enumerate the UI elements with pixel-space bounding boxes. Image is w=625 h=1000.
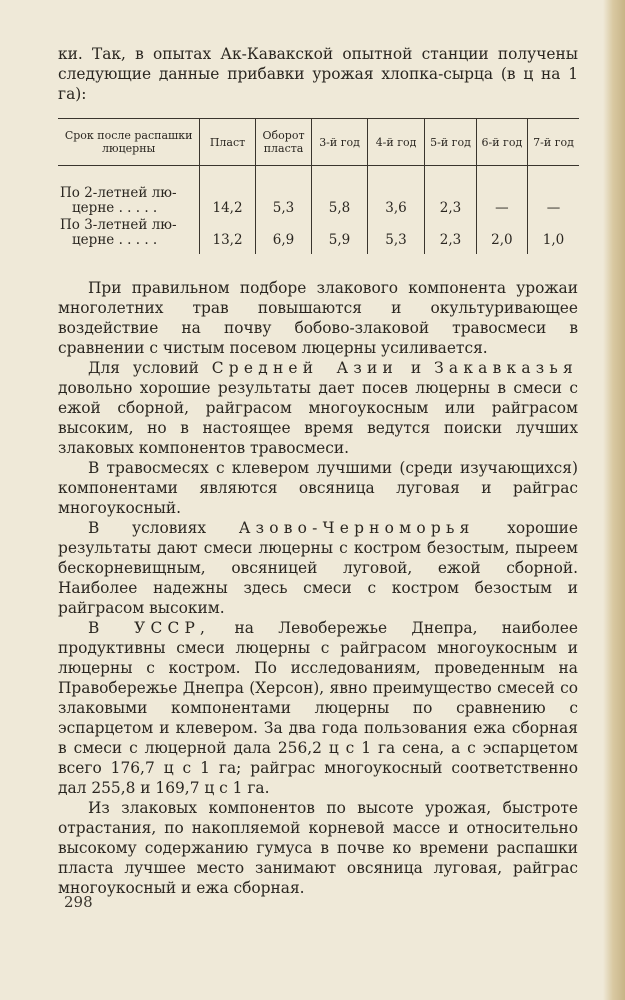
header-cell: 4-й год [367, 119, 425, 166]
paragraph: В травосмесях с клевером лучшими (среди изучающихся) компонентами являются овсяница луговая и райграс многоукосный. [58, 459, 578, 517]
header-cell: Срок после распашки люцерны [58, 119, 200, 166]
table-cell: 1,0 [542, 232, 565, 248]
paragraph: В условиях Азово-Черноморья хорошие результаты дают смеси люцерны с костром безостым, пыреем бескорневищным, овсяницей луговой, ежой сборной. Наиболее надежны здесь смеси с костром безостым и райграсом высоким. [58, 519, 578, 617]
table-cell: 14,2 [200, 186, 255, 218]
header-cell: 3-й год [312, 119, 367, 166]
paragraph: В УССР, на Левобережье Днепра, наиболее продуктивны смеси люцерны с райграсом многоукосным и люцерны с костром. По исследованиям, проведенным на Правобережье Днепра (Херсон), явно преимущество смесей со злаковыми компонентами люцерны по сравнению с эспарцетом и клевером. За два года пользования ежа сборная в смеси с люцерной дала 256,2 ц с 1 га сена, а с эспарцетом всего 176,7 ц с 1 га; райграс многоукосный соответственно дал 255,8 и 169,7 ц с 1 га. [58, 619, 578, 797]
paragraph: Из злаковых компонентов по высоте урожая, быстроте отрастания, по накопляемой корневой массе и относительно высокому содержанию гумуса в почве ко времени распашки пласта лучшее место занимают овсяница луговая, райграс многоукосный и ежа сборная. [58, 799, 578, 897]
header-cell: Пласт [200, 119, 255, 166]
table-cell: 5,3 [255, 186, 312, 218]
yield-table [58, 118, 579, 254]
paragraph: При правильном подборе злакового компонента урожаи многолетних трав повышаются и окультуривающее воздействие на почву бобово-злаковой травосмеси в сравнении с чистым посевом люцерны усиливается. [58, 279, 578, 357]
table-cell: — [546, 200, 561, 216]
page-body [58, 44, 578, 898]
table-cell: 5,8 [312, 186, 367, 218]
row-label: По 3-летней лю- церне . . . . . [58, 218, 200, 254]
intro-text: ки. Так, в опытах Ак-Кавакской опытной станции получены следующие данные прибавки урожая хлопка-сырца (в ц на 1 га): [58, 45, 578, 103]
header-cell: 5-й год [425, 119, 476, 166]
page-number: 298 [64, 893, 93, 911]
table-cell: 2,0 [476, 218, 527, 254]
table-cell: 3,6 [367, 186, 425, 218]
table-cell: 2,3 [425, 186, 476, 218]
header-cell: 6-й год [476, 119, 527, 166]
table-row [58, 186, 579, 218]
table-header-row [58, 119, 579, 166]
table-cell: — [476, 186, 527, 218]
table-cell: 2,3 [425, 218, 476, 254]
table-cell: 5,9 [312, 218, 367, 254]
table-row [58, 218, 579, 254]
header-cell: Оборот пласта [255, 119, 312, 166]
table-cell: 13,2 [200, 218, 255, 254]
page-edge [603, 0, 625, 1000]
table-cell: 5,3 [367, 218, 425, 254]
row-label: По 2-летней лю- церне . . . . . [58, 186, 200, 218]
header-cell: 7-й год [528, 119, 579, 166]
paragraph: Для условий Средней Азии и Закавказья довольно хорошие результаты дает посев люцерны в смеси с ежой сборной, райграсом многоукосным или райграсом высоким, но в настоящее время ведутся поиски лучших злаковых компонентов травосмеси. [58, 359, 578, 457]
table-cell: 6,9 [255, 218, 312, 254]
